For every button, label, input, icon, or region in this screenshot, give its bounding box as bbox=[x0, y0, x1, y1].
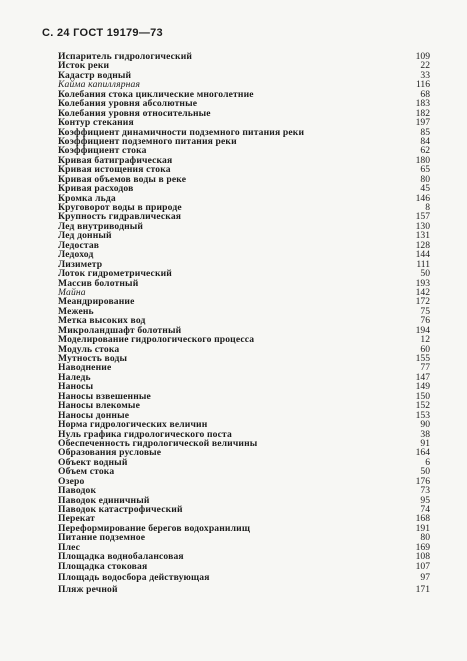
index-page-number: 131 bbox=[415, 230, 430, 242]
index-term: Паводок катастрофический bbox=[58, 504, 183, 515]
index-term: Наносы bbox=[58, 381, 94, 393]
index-page-number: 164 bbox=[415, 447, 430, 459]
index-page-number: 85 bbox=[420, 126, 430, 138]
index-page-number: 6 bbox=[425, 456, 430, 468]
index-term: Кривая расходов bbox=[58, 183, 134, 195]
index-page-number: 153 bbox=[415, 409, 430, 421]
index-term: Микроландшафт болотный bbox=[58, 324, 182, 336]
index-entry bbox=[58, 585, 430, 594]
index-entry bbox=[58, 363, 430, 372]
index-term: Переформирование берегов водохранилищ bbox=[58, 522, 251, 534]
index-term: Озеро bbox=[58, 475, 85, 487]
index-page-number: 172 bbox=[415, 296, 430, 308]
index-entry bbox=[58, 297, 430, 306]
index-entry bbox=[58, 477, 430, 486]
index-page-number: 169 bbox=[415, 541, 430, 553]
index-page-number: 95 bbox=[420, 494, 430, 506]
index-term: Площадка воднобалансовая bbox=[58, 551, 184, 563]
index-term: Кайма капиллярная bbox=[58, 79, 141, 91]
index-page-number: 50 bbox=[420, 466, 430, 478]
index-term: Меандрирование bbox=[58, 296, 135, 308]
index-page-number: 142 bbox=[415, 286, 430, 298]
index-term: Межень bbox=[58, 305, 94, 317]
index-entry bbox=[58, 52, 430, 61]
index-entry bbox=[58, 231, 430, 240]
index-entry bbox=[58, 373, 430, 382]
index-page-number: 22 bbox=[420, 60, 430, 72]
index-term: Площадка стоковая bbox=[58, 560, 148, 572]
index-page-number: 168 bbox=[415, 513, 430, 525]
index-term: Массив болотный bbox=[58, 277, 139, 289]
index-page-number: 77 bbox=[420, 362, 430, 374]
index-page-number: 80 bbox=[420, 173, 430, 185]
index-term: Коэффициент динамичности подземного питания реки bbox=[58, 126, 305, 138]
index-entry bbox=[58, 250, 430, 259]
index-term: Перекат bbox=[58, 513, 96, 525]
index-page-number: 74 bbox=[420, 504, 430, 515]
index-term: Обеспеченность гидрологической величины bbox=[58, 437, 258, 449]
index-term: Кривая истощения стока bbox=[58, 164, 171, 176]
index-term: Наносы влекомые bbox=[58, 400, 140, 412]
index-term: Наводнение bbox=[58, 362, 112, 374]
index-term: Лоток гидрометрический bbox=[58, 268, 172, 280]
index-page-number: 91 bbox=[420, 437, 430, 449]
index-term: Наледь bbox=[58, 371, 91, 383]
index-page-number: 97 bbox=[420, 572, 430, 584]
index-page-number: 152 bbox=[415, 400, 430, 412]
index-page-number: 176 bbox=[415, 475, 430, 487]
index-term: Кривая объемов воды в реке bbox=[58, 173, 187, 185]
index-page-number: 146 bbox=[415, 192, 430, 204]
index-page-number: 171 bbox=[415, 583, 430, 595]
standard-code: ГОСТ 19179—73 bbox=[73, 27, 163, 39]
index-term: Колебания уровня абсолютные bbox=[58, 98, 198, 110]
index-page-number: 182 bbox=[415, 107, 430, 119]
page-number: С. 24 bbox=[42, 27, 70, 39]
index-page-number: 76 bbox=[420, 315, 430, 327]
index-page-number: 68 bbox=[420, 88, 430, 100]
index-page-number: 80 bbox=[420, 532, 430, 544]
index-entry bbox=[58, 222, 430, 231]
index-entry bbox=[58, 505, 430, 514]
index-page-number: 197 bbox=[415, 117, 430, 129]
index-page-number: 84 bbox=[420, 135, 430, 147]
index-term: Моделирование гидрологического процесса bbox=[58, 334, 255, 346]
index-term: Норма гидрологических величин bbox=[58, 419, 208, 431]
index-page-number: 128 bbox=[415, 239, 430, 251]
index-term: Исток реки bbox=[58, 60, 110, 72]
index-page-number: 60 bbox=[420, 343, 430, 355]
index-page-number: 33 bbox=[420, 69, 430, 81]
index-page-number: 62 bbox=[420, 145, 430, 157]
index-term: Площадь водосбора действующая bbox=[58, 572, 210, 584]
index-page-number: 109 bbox=[415, 51, 430, 62]
index-page-number: 8 bbox=[425, 202, 430, 213]
index-page-number: 191 bbox=[415, 522, 430, 534]
index-page-number: 12 bbox=[420, 334, 430, 346]
index-term: Объект водный bbox=[58, 456, 128, 468]
index-page-number: 50 bbox=[420, 268, 430, 280]
index-term: Модуль стока bbox=[58, 343, 120, 355]
index-term: Нуль графика гидрологического поста bbox=[58, 428, 232, 440]
index-page-number: 90 bbox=[420, 419, 430, 431]
index-entry bbox=[58, 562, 430, 571]
index-term: Крупность гидравлическая bbox=[58, 211, 182, 223]
index-page-number: 107 bbox=[415, 560, 430, 572]
index-page-number: 116 bbox=[415, 79, 430, 91]
index-page-number: 144 bbox=[415, 249, 430, 261]
index-term: Испаритель гидрологический bbox=[58, 51, 193, 62]
index-term: Метка высоких вод bbox=[58, 315, 146, 327]
page-header bbox=[42, 27, 163, 39]
index-page-number: 147 bbox=[415, 371, 430, 383]
index-term: Плес bbox=[58, 541, 81, 553]
index-term: Кадастр водный bbox=[58, 69, 132, 81]
index-page-number: 73 bbox=[420, 485, 430, 497]
index-term: Мутность воды bbox=[58, 353, 128, 364]
index-page-number: 193 bbox=[415, 277, 430, 289]
index-term: Колебания уровня относительные bbox=[58, 107, 211, 119]
index-term: Лизиметр bbox=[58, 258, 103, 270]
index-entry bbox=[58, 467, 430, 476]
index-page-number: 183 bbox=[415, 98, 430, 110]
index-term: Контур стекания bbox=[58, 117, 134, 129]
index-term: Колебания стока циклические многолетние bbox=[58, 88, 254, 100]
index-term: Лед донный bbox=[58, 230, 112, 242]
index-page-number: 45 bbox=[420, 183, 430, 195]
index-entry bbox=[58, 354, 430, 363]
index-term: Кромка льда bbox=[58, 192, 116, 204]
index-term: Коэффициент стока bbox=[58, 145, 147, 157]
index-page-number: 149 bbox=[415, 381, 430, 393]
index-page-number: 130 bbox=[415, 220, 430, 232]
index-term: Майна bbox=[58, 286, 86, 298]
index-page-number: 111 bbox=[416, 258, 430, 270]
index-term: Паводок единичный bbox=[58, 494, 150, 506]
index-page-number: 155 bbox=[415, 353, 430, 364]
index-term: Кривая батиграфическая bbox=[58, 154, 173, 166]
index-page-number: 108 bbox=[415, 551, 430, 563]
index-entry bbox=[58, 241, 430, 250]
index-page-number: 38 bbox=[420, 428, 430, 440]
index-page-number: 75 bbox=[420, 305, 430, 317]
index-term: Питание подземное bbox=[58, 532, 146, 544]
index-term: Паводок bbox=[58, 485, 97, 497]
index-term: Лед внутриводный bbox=[58, 220, 144, 232]
index-page-number: 150 bbox=[415, 390, 430, 402]
index-page-number: 157 bbox=[415, 211, 430, 223]
index-page-number: 65 bbox=[420, 164, 430, 176]
index-entry bbox=[58, 573, 430, 582]
term-index-list bbox=[58, 52, 430, 594]
index-term: Коэффициент подземного питания реки bbox=[58, 135, 237, 147]
index-term: Ледостав bbox=[58, 239, 100, 251]
index-term: Наносы взвешенные bbox=[58, 390, 151, 402]
index-entry bbox=[58, 533, 430, 542]
index-term: Ледоход bbox=[58, 249, 94, 261]
index-term: Объем стока bbox=[58, 466, 115, 478]
index-page-number: 194 bbox=[415, 324, 430, 336]
index-term: Пляж речной bbox=[58, 583, 118, 595]
index-term: Образования русловые bbox=[58, 447, 162, 459]
index-entry bbox=[58, 279, 430, 288]
index-term: Наносы донные bbox=[58, 409, 130, 421]
index-term: Круговорот воды в природе bbox=[58, 202, 182, 213]
index-page-number: 180 bbox=[415, 154, 430, 166]
